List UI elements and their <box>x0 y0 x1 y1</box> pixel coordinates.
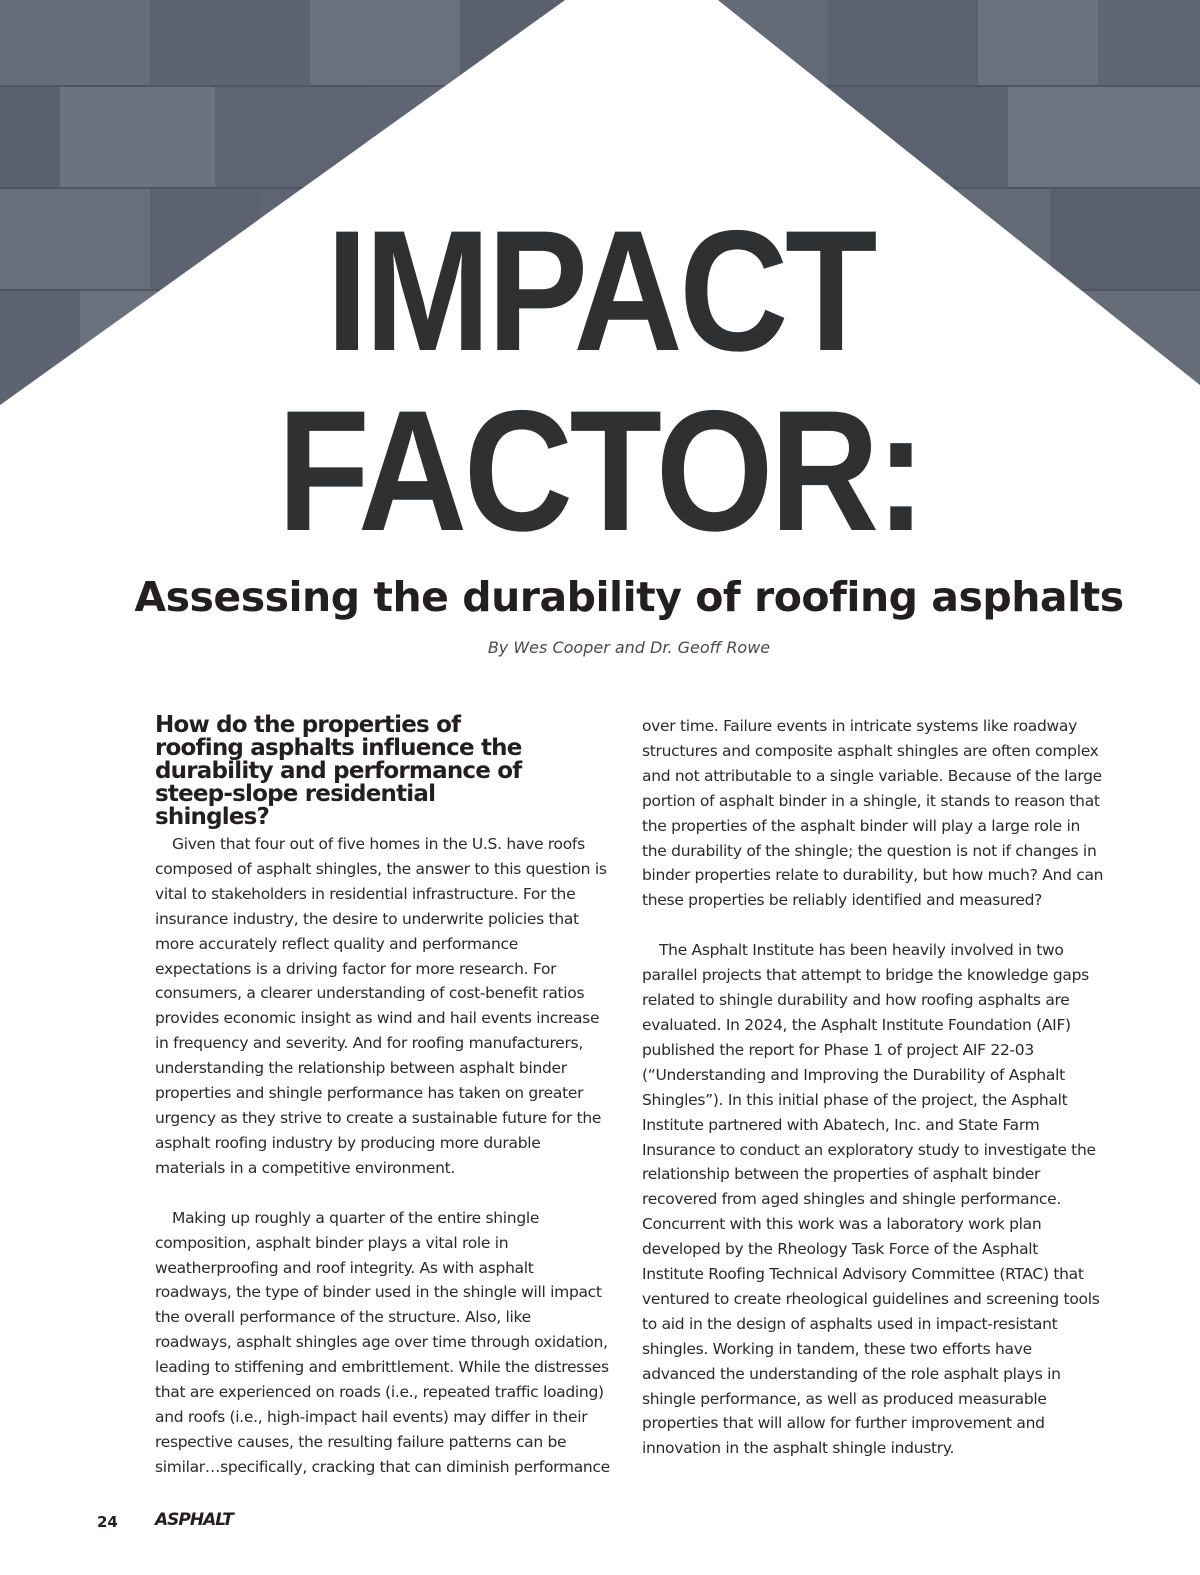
subtitle: Assessing the durability of roofing asphalts <box>134 573 1124 621</box>
page-number: 24 <box>97 1513 118 1531</box>
body-paragraph: Given that four out of five homes in the U.S. have roofs composed of asphalt shingles, the answer to this question is vital to stakeholders in residential infrastructure. For the insurance industry, the desire to underwrite policies that more accurately reflect quality and performance expectations is a driving factor for more research. For consumers, a clearer understanding of cost-benefit ratios provides economic insight as wind and hail events increase in frequency and severity. And for roofing manufacturers, understanding the relationship between asphalt binder properties and shingle performance has taken on greater urgency as they strive to create a sustainable future for the asphalt roofing industry by producing more durable materials in a competitive environment. <box>155 835 607 1177</box>
right-column <box>642 714 1104 1486</box>
magazine-logo: ASPHALT <box>155 1510 233 1530</box>
body-paragraph: The Asphalt Institute has been heavily involved in two parallel projects that attempt to bridge the knowledge gaps related to shingle durability and how roofing asphalts are evaluated. In 2024, the Asphalt Institute Foundation (AIF) published the report for Phase 1 of project AIF 22-03 (“Understanding and Improving the Durability of Asphalt Shingles”). In this initial phase of the project, the Asphalt Institute partnered with Abatech, Inc. and State Farm Insurance to conduct an exploratory study to investigate the relationship between the properties of asphalt binder recovered from aged shingles and shingle performance. Concurrent with this work was a laboratory work plan developed by the Rheology Task Force of the Asphalt Institute Roofing Technical Advisory Committee (RTAC) that ventured to create rheological guidelines and screening tools to aid in the design of asphalts used in impact-resistant shingles. Working in tandem, these two efforts have advanced the understanding of the role asphalt plays in shingle performance, as well as produced measurable properties that will allow for further improvement and innovation in the asphalt shingle industry. <box>642 941 1100 1458</box>
lede-question: How do the properties of roofing asphalts influence the durability and performance of steep-slope residential shingles? <box>155 712 522 830</box>
byline: By Wes Cooper and Dr. Geoff Rowe <box>487 638 771 657</box>
body-paragraph: Making up roughly a quarter of the entire shingle composition, asphalt binder plays a vital role in weatherproofing and roof integrity. As with asphalt roadways, the type of binder used in the shingle will impact the overall performance of the structure. Also, like roadways, asphalt shingles age over time through oxidation, leading to stiffening and embrittlement. While the distresses that are experienced on roads (i.e., repeated traffic loading) and roofs (i.e., high-impact hail events) may differ in their respective causes, the resulting failure patterns can be similar…specifically, cracking that can diminish performance <box>155 1208 610 1476</box>
body-paragraph: over time. Failure events in intricate systems like roadway structures and composite asphalt shingles are often complex and not attributable to a single variable. Because of the large portion of asphalt binder in a shingle, it stands to reason that the properties of the asphalt binder will play a large role in the durability of the shingle; the question is not if changes in binder properties relate to durability, but how much? And can these properties be reliably identified and measured? <box>642 717 1104 910</box>
left-column <box>155 714 610 1505</box>
headline-line-2: FACTOR: <box>277 375 923 567</box>
headline-line-1: IMPACT <box>326 195 874 387</box>
